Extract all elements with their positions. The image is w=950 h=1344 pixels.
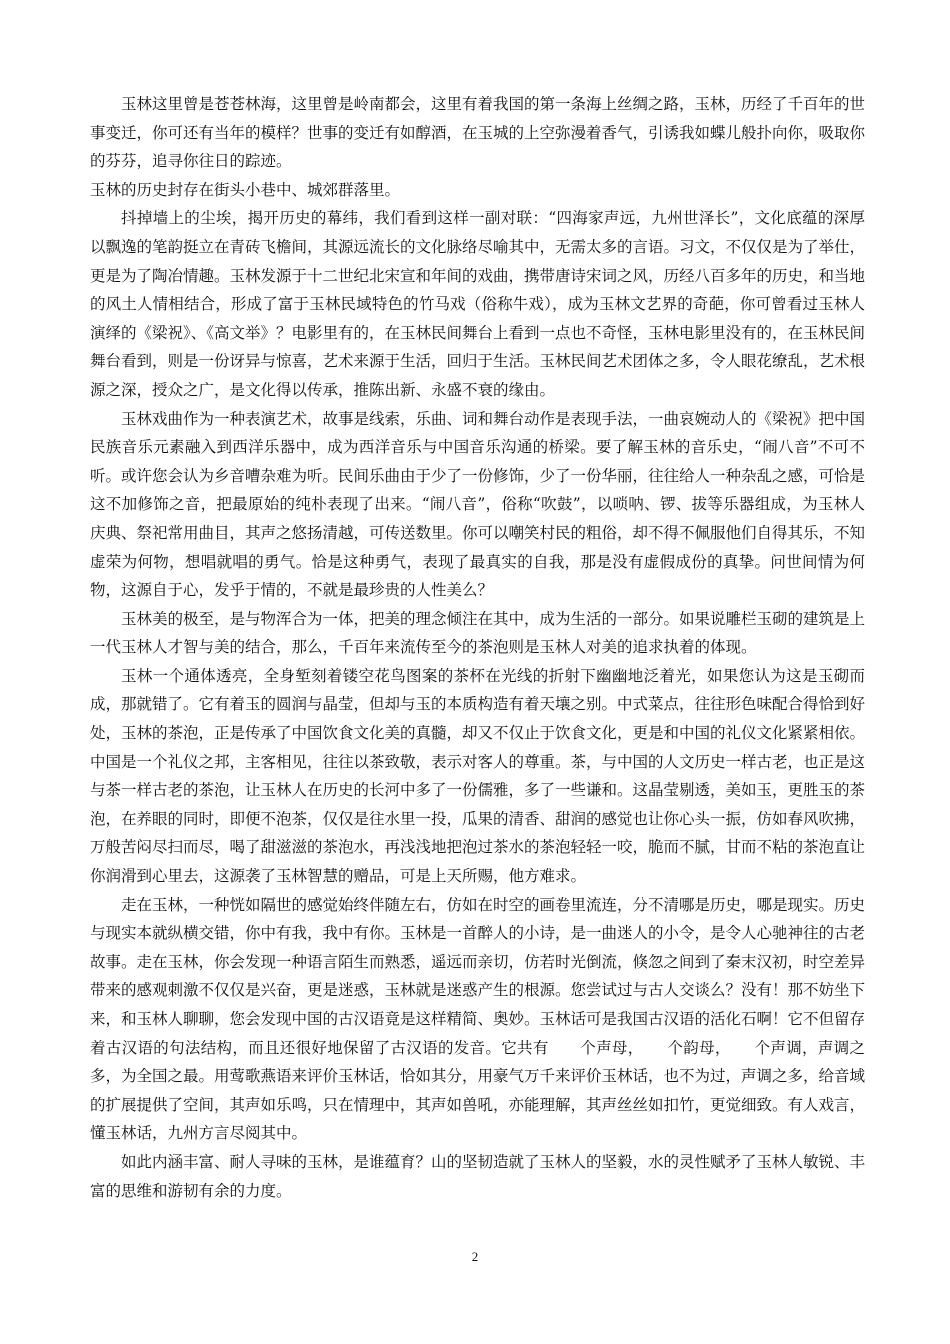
paragraph: 如此内涵丰富、耐人寻味的玉林，是谁蕴育？山的坚韧造就了玉林人的坚毅，水的灵性赋矛了玉林人敏锐、丰富的思维和游韧有余的力度。 <box>90 1152 866 1200</box>
page-number: 2 <box>471 1249 479 1264</box>
paragraph: 玉林戏曲作为一种表演艺术，故事是线索，乐曲、词和舞台动作是表现手法，一曲哀婉动人的《梁祝》把中国民族音乐元素融入到西洋乐器中，成为西洋音乐与中国音乐沟通的桥梁。要了解玉林的音乐史，“闹八音”不可不听。或许您会认为乡音嘈杂难为听。民间乐曲由于少了一份修饰，少了一份华丽，往往给人一种杂乱之感，可恰是这不加修饰之音，把最原始的纯朴表现了出来。“闹八音”，俗称“吹鼓”，以唢呐、锣、拔等乐器组成，为玉林人庆典、祭祀常用曲目，其声之悠扬清越，可传送数里。你可以嘲笑村民的粗俗，却不得不佩服他们自得其乐，不知虚荣为何物，想唱就唱的勇气。恰是这种勇气，表现了最真实的自我，那是没有虚假成份的真挚。问世间情为何物，这源自于心，发乎于情的，不就是最珍贵的人性美么？ <box>90 409 866 600</box>
paragraph: 玉林一个通体透亮，全身堑刻着镂空花鸟图案的茶杯在光线的折射下幽幽地泛着光，如果您认为这是玉砌而成，那就错了。它有着玉的圆润与晶莹，但却与玉的本质构造有着天壤之别。中式菜点，往往形色味配合得恰到好处，玉林的茶泡，正是传承了中国饮食文化美的真髓，却又不仅止于饮食文化，更是和中国的礼仪文化紧紧相依。中国是一个礼仪之邦，主客相见，往往以茶致敬，表示对客人的尊重。茶，与中国的人文历史一样古老，也正是这与茶一样古老的茶泡，让玉林人在历史的长河中多了一份儒雅，多了一些谦和。这晶莹剔透，美如玉，更胜玉的茶泡，在养眼的同时，即便不泡茶，仅仅是往水里一投，瓜果的清香、甜润的感觉也让你心头一振，仿如春风吹拂，万般苦闷尽扫而尽，喝了甜滋滋的茶泡水，再浅浅地把泡过茶水的茶泡轻轻一咬，脆而不腻，甘而不粘的茶泡直让你润滑到心里去，这源袭了玉林智慧的赠品，可是上天所赐，他方难求。 <box>90 666 866 886</box>
paragraph: 玉林这里曾是苍苍林海，这里曾是岭南都会，这里有着我国的第一条海上丝绸之路，玉林，历经了千百年的世事变迁，你可还有当年的模样？世事的变迁有如醇酒，在玉城的上空弥漫着香气，引诱我如蝶儿般扑向你，吸取你的芬芬，追寻你往日的踪迹。 <box>90 95 866 171</box>
paragraph: 走在玉林，一种恍如隔世的感觉始终伴随左右，仿如在时空的画卷里流连，分不清哪是历史，哪是现实。历史与现实本就纵横交错，你中有我，我中有你。玉林是一首醉人的小诗，是一曲迷人的小令，是令人心驰神往的古老故事。走在玉林，你会发现一种语言陌生而熟悉，遥远而亲切，仿若时光倒流，倏忽之间到了秦末汉初，时空差异带来的感观刺激不仅仅是兴奋，更是迷惑，玉林就是迷惑产生的根源。您尝试过与古人交谈么？没有！那不妨坐下来，和玉林人聊聊，您会发现中国的古汉语竟是这样精简、奥妙。玉林话可是我国古汉语的活化石啊！它不但留存着古汉语的句法结构，而且还很好地保留了古汉语的发音。它共有 个声母， 个韵母， 个声调，声调之多，为全国之最。用莺歌燕语来评价玉林话，恰如其分，用豪气万千来评价玉林话，也不为过，声调之多，给音域的扩展提供了空间，其声如乐鸣，只在情理中，其声如兽吼，亦能理解，其声丝丝如扣竹，更觉细致。有人戏言，懂玉林话，九州方言尽阅其中。 <box>90 895 866 1143</box>
paragraph: 抖掉墙上的尘埃，揭开历史的幕纬，我们看到这样一副对联：“四海家声远，九州世泽长”，文化底蕴的深厚以飘逸的笔韵挺立在青砖飞檐间，其源远流长的文化脉络尽喻其中，无需太多的言语。习文，不仅仅是为了举仕，更是为了陶冶情趣。玉林发源于十二世纪北宋宣和年间的戏曲，携带唐诗宋词之风，历经八百多年的历史，和当地的风土人情相结合，形成了富于玉林民域特色的竹马戏（俗称牛戏），成为玉林文艺界的奇葩，你可曾看过玉林人演绎的《梁祝》、《高文举》？电影里有的，在玉林民间舞台上看到一点也不奇怪，玉林电影里没有的，在玉林民间舞台看到，则是一份讶异与惊喜，艺术来源于生活，回归于生活。玉林民间艺术团体之多，令人眼花缭乱，艺术根源之深，授众之广，是文化得以传承，推陈出新、永盛不衰的缘由。 <box>90 209 866 399</box>
paragraph: 玉林的历史封存在街头小巷中、城郊群落里。 <box>90 180 401 199</box>
paragraph: 玉林美的极至，是与物浑合为一体，把美的理念倾注在其中，成为生活的一部分。如果说雕栏玉砌的建筑是上一代玉林人才智与美的结合，那么，千百年来流传至今的茶泡则是玉林人对美的追求执着的体现。 <box>90 609 866 657</box>
document-body <box>90 90 865 1205</box>
